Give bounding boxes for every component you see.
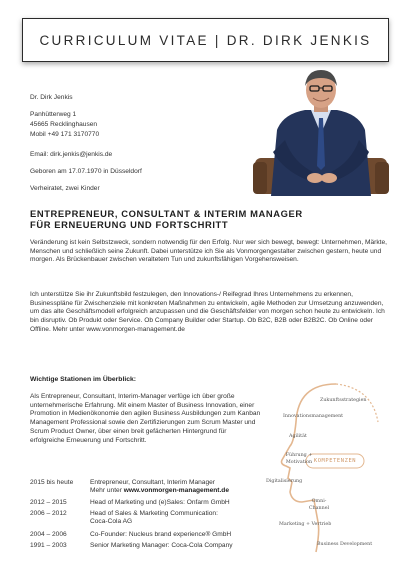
cv-text: Co-Founder: Nucleus brand experience® GmbH (90, 531, 232, 538)
contact-street: Panhütterweg 1 (30, 111, 77, 118)
keyword-label: Omni-Channel (308, 499, 330, 511)
keyword-label: Zukunftsstrategien (320, 398, 367, 403)
page-title: CURRICULUM VITAE | DR. DIRK JENKIS (22, 18, 389, 62)
stations-heading: Wichtige Stationen im Überblick: (30, 376, 137, 383)
contact-email[interactable]: Email: dirk.jenkis@jenkis.de (30, 151, 113, 158)
stations-text: Als Entrepreneur, Consultant, Interim-Manager verfüge ich über große unternehmerische Erfahrung. Mit einem Master of Business Innovation, einer Promotion in Medienökonomie den agilen Business Ausbildungen zum Kanban Management Professional sowie den Zertifizierungen zum Scrum Master und Scrum Product Owner, über einen breit gefächerten Hintergrund für erfolgreiche Erneuerung und Fortschritt. (30, 393, 261, 444)
website-link[interactable]: www.vonmorgen-management.de (123, 486, 229, 494)
competence-label: KOMPETENZEN (313, 458, 357, 464)
intro-paragraph-2: Ich unterstütze Sie ihr Zukunftsbild festzulegen, den Innovations-/ Reifegrad Ihres Unternehmens zu erkennen, Businesspläne für Zwischenziele mit konkreten Maßnahmen zu entwickeln, agile Methoden zur Umsetzung anzuwenden, um das alte Geschäftsmodell erfolgreich anzupassen und die Geschäftsfelder von morgen schon heute zu entwickeln. Ich bin disruptiv. Ob Produkt oder Service. Ob Company Builder oder Startup. Ob B2C, B2B oder B2B2C. Ob Online oder Offline. Mehr unter www.vonmorgen-management.de (30, 291, 385, 333)
keyword-label: Digitalisierung (266, 479, 303, 484)
headline-line-1: ENTREPRENEUR, CONSULTANT & INTERIM MANAGER (30, 208, 303, 219)
contact-mobile: Mobil +49 171 3170770 (30, 131, 100, 138)
keyword-label: Marketing + Vertrieb (279, 522, 332, 527)
cv-date: 2004 – 2006 (30, 531, 67, 538)
cv-text: Senior Marketing Manager: Coca-Cola Company (90, 542, 233, 549)
contact-city: 45665 Recklinghausen (30, 121, 98, 128)
intro-paragraph-1: Veränderung ist kein Selbstzweck, sondern notwendig für den Erfolg. Nur wer sich bewegt, bewegt: Unternehmen, Märkte, Menschen und schließlich seine Zukunft. Dabei unterstütze ich Sie als Vonmorgengestalter zwischen gestern, heute und morgen. Als Brückenbauer zwischen veraltetem Tun und zukunftsfähigen Vorgehensweisen. (30, 239, 387, 264)
cv-more: Mehr unter (90, 486, 124, 494)
keyword-label: Innovationsmanagement (283, 414, 344, 419)
portrait-photo (253, 70, 389, 196)
cv-role: Entrepreneur, Consultant, Interim Manager (90, 479, 215, 486)
cv-date: 1991 – 2003 (30, 542, 67, 549)
cv-role: Head of Sales & Marketing Communication: (90, 510, 218, 517)
headline-line-2: FÜR ERNEUERUNG UND FORTSCHRITT (30, 219, 229, 230)
contact-born: Geboren am 17.07.1970 in Düsseldorf (30, 168, 142, 175)
cv-company: Coca-Cola AG (90, 517, 133, 525)
keyword-label: Business Development (317, 542, 373, 547)
contact-family: Verheiratet, zwei Kinder (30, 185, 100, 192)
contact-name: Dr. Dirk Jenkis (30, 94, 73, 101)
competence-head-graphic (268, 382, 386, 554)
keyword-label: Führung + Motivation (285, 453, 313, 465)
keyword-label: Agilität (289, 434, 307, 439)
cv-text: Head of Marketing und (e)Sales: Onfarm GmbH (90, 499, 230, 506)
cv-date: 2012 – 2015 (30, 499, 67, 506)
cv-date: 2006 – 2012 (30, 510, 67, 517)
cv-date: 2015 bis heute (30, 479, 74, 486)
